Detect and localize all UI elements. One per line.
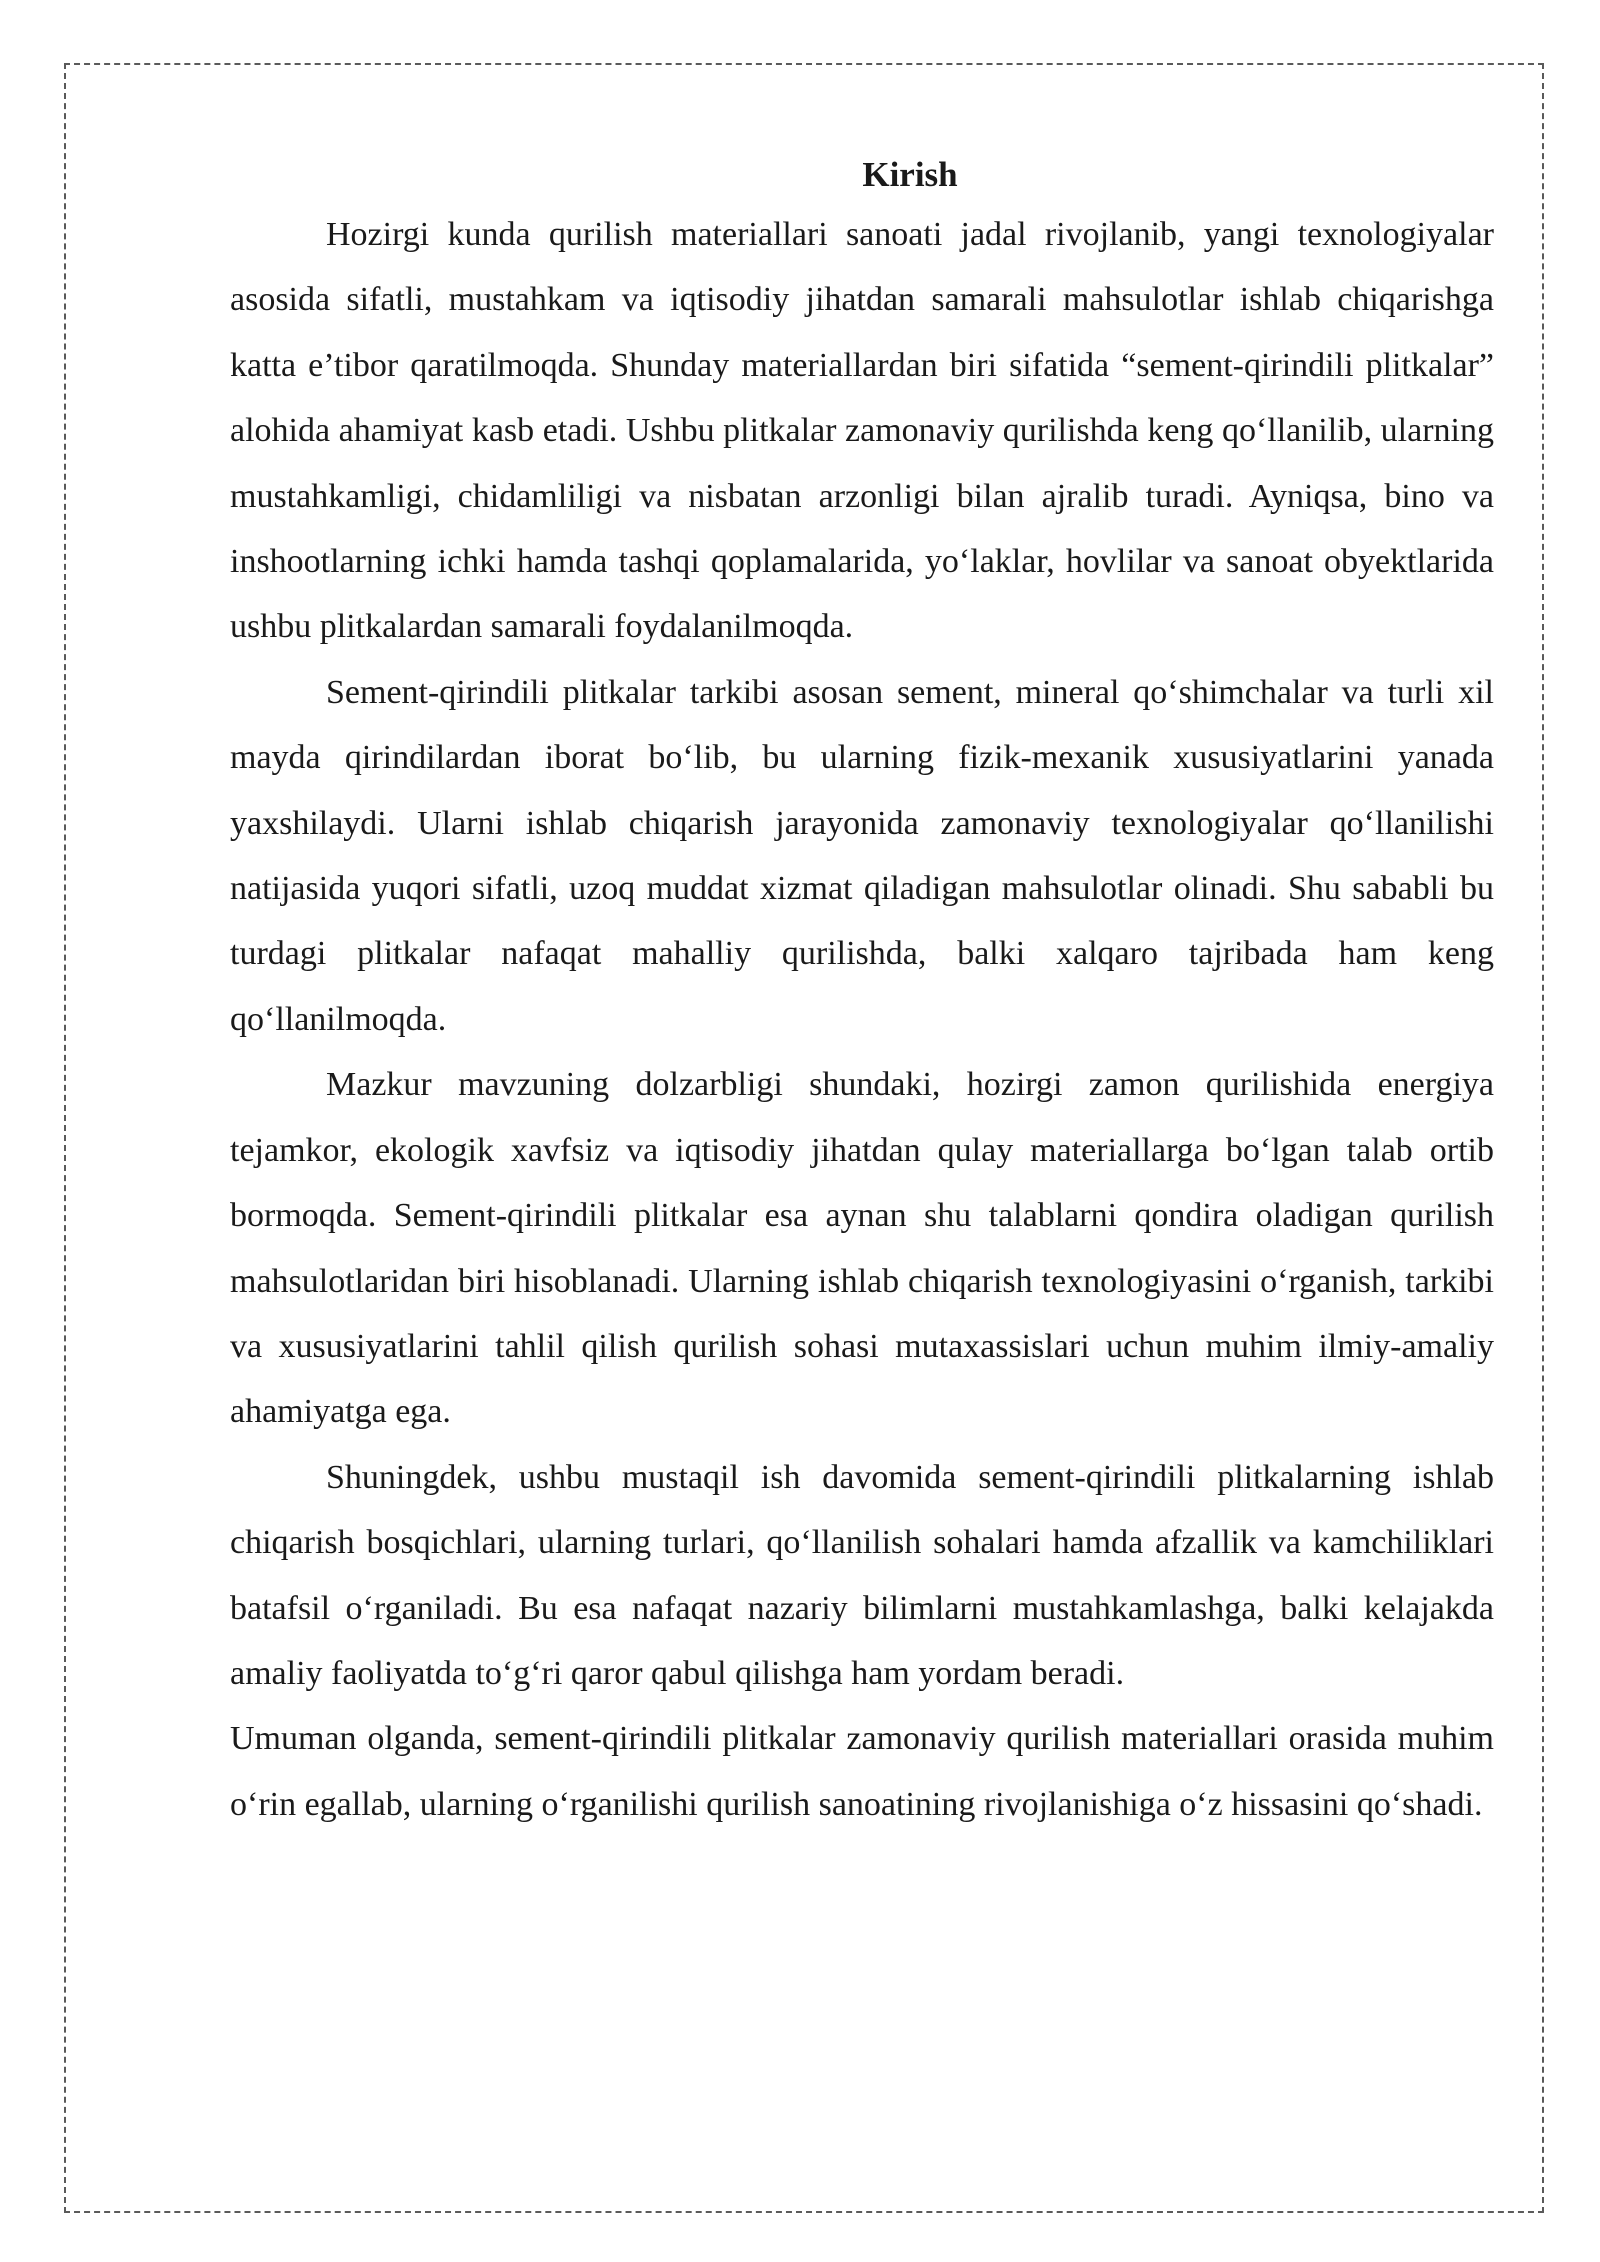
document-body: [230, 148, 1494, 1837]
paragraph-5: Umuman olganda, sement-qirindili plitkalar zamonaviy qurilish materiallari orasida muhim o‘rin egallab, ularning o‘rganilishi qurilish sanoatining rivojlanishiga o‘z hissasini qo‘shadi.: [230, 1720, 1494, 1823]
document-title: Kirish: [862, 155, 958, 194]
paragraph-2: Sement-qirindili plitkalar tarkibi asosan sement, mineral qo‘shimchalar va turli xil mayda qirindilardan iborat bo‘lib, bu ularning fizik-mexanik xususiyatlarini yanada yaxshilaydi. Ularni ishlab chiqarish jarayonida zamonaviy texnologiyalar qo‘llanilishi natijasida yuqori sifatli, uzoq muddat xizmat qiladigan mahsulotlar olinadi. Shu sababli bu turdagi plitkalar nafaqat mahalliy qurilishda, balki xalqaro tajribada ham keng qo‘llanilmoqda.: [230, 673, 1494, 1038]
paragraph-1: Hozirgi kunda qurilish materiallari sanoati jadal rivojlanib, yangi texnologiyalar asosida sifatli, mustahkam va iqtisodiy jihatdan samarali mahsulotlar ishlab chiqarishga katta e’tibor qaratilmoqda. Shunday materiallardan biri sifatida “sement-qirindili plitkalar” alohida ahamiyat kasb etadi. Ushbu plitkalar zamonaviy qurilishda keng qo‘llanilib, ularning mustahkamligi, chidamliligi va nisbatan arzonligi bilan ajralib turadi. Ayniqsa, bino va inshootlarning ichki hamda tashqi qoplamalarida, yo‘laklar, hovlilar va sanoat obyektlarida ushbu plitkalardan samarali foydalanilmoqda.: [230, 216, 1494, 646]
paragraph-4: Shuningdek, ushbu mustaqil ish davomida sement-qirindili plitkalarning ishlab chiqarish bosqichlari, ularning turlari, qo‘llanilish sohalari hamda afzallik va kamchiliklari batafsil o‘rganiladi. Bu esa nafaqat nazariy bilimlarni mustahkamlashga, balki kelajakda amaliy faoliyatda to‘g‘ri qaror qabul qilishga ham yordam beradi.: [230, 1458, 1494, 1692]
paragraph-3: Mazkur mavzuning dolzarbligi shundaki, hozirgi zamon qurilishida energiya tejamkor, ekologik xavfsiz va iqtisodiy jihatdan qulay materiallarga bo‘lgan talab ortib bormoqda. Sement-qirindili plitkalar esa aynan shu talablarni qondira oladigan qurilish mahsulotlaridan biri hisoblanadi. Ularning ishlab chiqarish texnologiyasini o‘rganish, tarkibi va xususiyatlarini tahlil qilish qurilish sohasi mutaxassislari uchun muhim ilmiy-amaliy ahamiyatga ega.: [230, 1066, 1494, 1431]
